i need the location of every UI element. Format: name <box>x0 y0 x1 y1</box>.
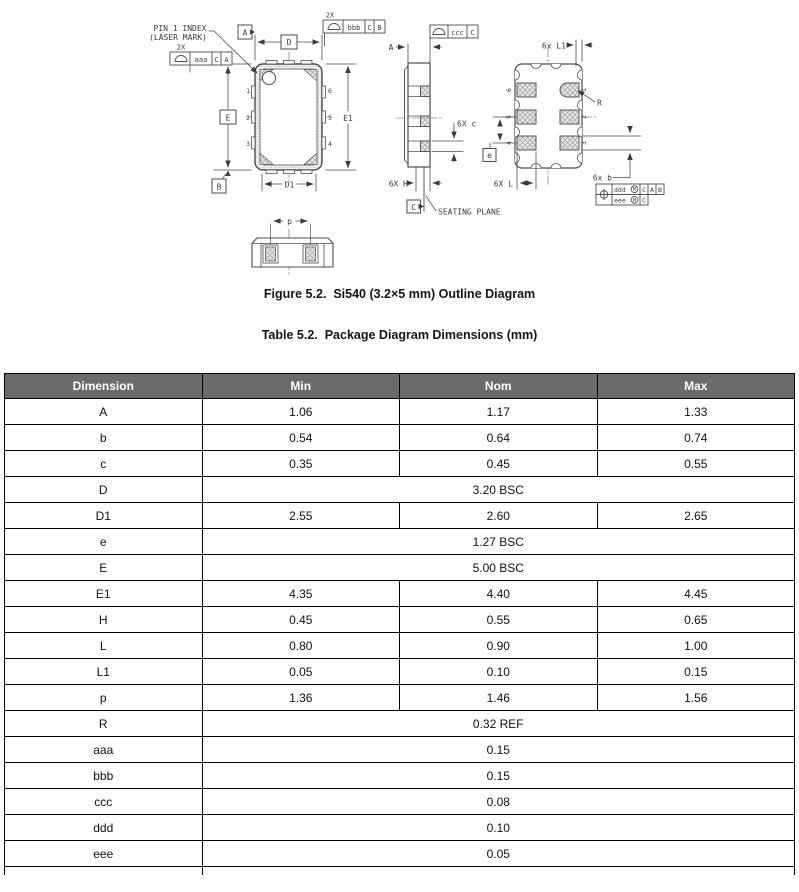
table-body <box>5 399 795 876</box>
table-title: Table 5.2. Package Diagram Dimensions (mm) <box>261 328 538 342</box>
dim-label-b: 6x b <box>592 173 612 183</box>
svg-text:bbb: bbb <box>347 24 361 32</box>
cell: 0.08 <box>202 789 795 815</box>
figure-caption: Figure 5.2. Si540 (3.2×5 mm) Outline Diagram <box>263 287 536 301</box>
datum-c-arrow <box>419 204 425 209</box>
fcf-bbb-qty: 2X <box>325 11 335 20</box>
cell: 0.74 <box>597 425 795 451</box>
table-row <box>5 789 795 815</box>
fcf-aaa-qty: 2X <box>176 43 186 52</box>
dim-A <box>389 43 441 52</box>
bottom-pad <box>560 136 579 150</box>
datum-box-B <box>212 171 231 194</box>
pin-number: 2 <box>580 115 588 119</box>
svg-text:C: C <box>642 196 646 205</box>
cell: 2.65 <box>597 503 795 529</box>
side-pad <box>421 116 431 127</box>
cell: c <box>5 451 203 477</box>
dim-label-p: p <box>287 217 292 226</box>
pin-number: 5 <box>328 114 332 122</box>
pin-number: 6 <box>505 88 513 92</box>
cell: 0.45 <box>400 451 598 477</box>
dim-label-L1: 6x L1 <box>541 41 566 51</box>
fcf-bbb <box>323 12 385 47</box>
cell: 3.20 BSC <box>202 477 795 503</box>
table-row <box>5 737 795 763</box>
datum-b-arrow <box>225 171 231 177</box>
cell: 0.64 <box>400 425 598 451</box>
pin1-index-label: PIN 1 INDEX <box>153 24 207 33</box>
cell: 1.33 <box>597 399 795 425</box>
cell: D1 <box>5 503 203 529</box>
cell: 2.55 <box>202 503 400 529</box>
table-header <box>5 374 795 399</box>
top-view <box>149 12 385 194</box>
datum-box-A <box>238 25 255 39</box>
side-pad <box>421 141 431 152</box>
table-row <box>5 425 795 451</box>
dim-label-A: A <box>388 43 394 52</box>
cell: 0.15 <box>597 659 795 685</box>
cell: e <box>5 529 203 555</box>
bottom-pad <box>517 110 536 124</box>
pin-number: 3 <box>580 141 588 145</box>
cell: 1.06 <box>202 399 400 425</box>
seating-plane-label: SEATING PLANE <box>438 207 501 217</box>
svg-text:C: C <box>470 29 475 37</box>
bottom-pad <box>517 83 536 97</box>
cell: R <box>5 711 203 737</box>
cell <box>5 867 203 876</box>
cell: 0.32 REF <box>202 711 795 737</box>
cell: aaa <box>5 737 203 763</box>
outline-diagram <box>0 0 799 285</box>
pin-number: 3 <box>246 140 250 148</box>
svg-text:A: A <box>224 56 229 64</box>
cell: 5.00 BSC <box>202 555 795 581</box>
cell: 0.10 <box>400 659 598 685</box>
table-row <box>5 841 795 867</box>
dim-e <box>483 117 516 162</box>
bottom-view <box>483 40 664 205</box>
svg-text:A: A <box>650 186 654 194</box>
datum-box-C <box>407 200 424 213</box>
cell: 1.56 <box>597 685 795 711</box>
pin-number: 4 <box>328 140 332 148</box>
column-header: Min <box>202 374 400 399</box>
side-view <box>389 25 501 217</box>
cell: 0.80 <box>202 633 400 659</box>
cell: 1.36 <box>202 685 400 711</box>
fcf-position <box>596 184 664 205</box>
svg-text:M: M <box>632 197 637 204</box>
cell: 0.35 <box>202 451 400 477</box>
column-header: Nom <box>400 374 598 399</box>
table-row <box>5 399 795 425</box>
table-row <box>5 477 795 503</box>
table-row <box>5 685 795 711</box>
cell: L <box>5 633 203 659</box>
dim-label-R: R <box>597 98 602 108</box>
table-row <box>5 555 795 581</box>
pin1-mark-circle <box>263 72 276 85</box>
cell: 0.15 <box>202 737 795 763</box>
table-row <box>5 633 795 659</box>
svg-text:C: C <box>411 203 417 212</box>
table-row <box>5 659 795 685</box>
dim-label-E1: E1 <box>343 114 353 123</box>
cell: 0.45 <box>202 607 400 633</box>
svg-text:ccc: ccc <box>451 29 464 37</box>
table-row <box>5 581 795 607</box>
cell: 0.65 <box>597 607 795 633</box>
cell: 1.27 BSC <box>202 529 795 555</box>
cell: H <box>5 607 203 633</box>
seating-plane-callout <box>426 196 501 217</box>
pin-number: 1 <box>246 87 250 95</box>
dim-label-e: e <box>487 151 492 160</box>
end-view <box>252 217 333 274</box>
svg-text:aaa: aaa <box>194 56 208 64</box>
pin-number: 4 <box>505 141 513 145</box>
cell: ddd <box>5 815 203 841</box>
column-header: Dimension <box>5 374 203 399</box>
svg-text:C: C <box>642 186 646 194</box>
dimensions-table <box>4 373 795 875</box>
cell: 2.60 <box>400 503 598 529</box>
table-row <box>5 607 795 633</box>
dim-D <box>255 35 322 60</box>
cell: 4.45 <box>597 581 795 607</box>
svg-text:C: C <box>367 24 372 32</box>
bottom-pad <box>560 110 579 124</box>
table-row <box>5 867 795 876</box>
cell: eee <box>5 841 203 867</box>
table-row <box>5 763 795 789</box>
cell: b <box>5 425 203 451</box>
pin-number: 6 <box>328 87 332 95</box>
table-row <box>5 529 795 555</box>
cell: 1.00 <box>597 633 795 659</box>
cell: 1.46 <box>400 685 598 711</box>
end-pad <box>266 247 276 261</box>
cell: 0.15 <box>202 763 795 789</box>
cell: ccc <box>5 789 203 815</box>
cell: A <box>5 399 203 425</box>
bottom-pad <box>517 136 536 150</box>
pin-number: 5 <box>505 115 513 119</box>
table-row <box>5 503 795 529</box>
side-pad <box>421 86 431 97</box>
header-row <box>5 374 795 399</box>
dim-label-D1: D1 <box>284 180 295 190</box>
dim-label-c: 6X c <box>457 119 477 129</box>
cell: 4.40 <box>400 581 598 607</box>
cell: 4.35 <box>202 581 400 607</box>
svg-text:A: A <box>242 28 248 38</box>
fcf-ccc <box>430 25 478 38</box>
svg-text:B: B <box>658 186 662 194</box>
cell: 0.05 <box>202 841 795 867</box>
cell: L1 <box>5 659 203 685</box>
svg-text:C: C <box>214 56 219 64</box>
cell: p <box>5 685 203 711</box>
end-pad <box>306 247 316 261</box>
cell: 0.55 <box>597 451 795 477</box>
svg-text:eee: eee <box>614 196 626 205</box>
dim-c <box>432 120 476 163</box>
pin1-pad <box>560 83 579 97</box>
cell <box>202 867 795 876</box>
cell: 0.05 <box>202 659 400 685</box>
cell: bbb <box>5 763 203 789</box>
laser-mark-label: (LASER MARK) <box>149 33 207 42</box>
fcf-aaa <box>170 44 232 73</box>
svg-text:B: B <box>377 24 382 32</box>
table-row <box>5 711 795 737</box>
cell: 1.17 <box>400 399 598 425</box>
cell: 0.55 <box>400 607 598 633</box>
svg-text:M: M <box>632 187 637 194</box>
table-row <box>5 815 795 841</box>
dim-b <box>583 126 641 183</box>
cell: 0.54 <box>202 425 400 451</box>
dim-H <box>389 168 441 191</box>
pin-number: 2 <box>246 114 250 122</box>
dim-label-E: E <box>225 113 231 123</box>
dim-L1 <box>542 40 592 66</box>
dim-label-H: 6X H <box>388 179 408 189</box>
cell: 0.10 <box>202 815 795 841</box>
table-row <box>5 451 795 477</box>
cell: D <box>5 477 203 503</box>
column-header: Max <box>597 374 795 399</box>
cell: E1 <box>5 581 203 607</box>
svg-text:B: B <box>216 182 222 192</box>
cell: E <box>5 555 203 581</box>
pin-number: 1 <box>580 88 588 92</box>
cell: 0.90 <box>400 633 598 659</box>
dim-label-D: D <box>286 38 292 47</box>
dim-label-L: 6X L <box>493 179 513 189</box>
svg-text:ddd: ddd <box>614 186 626 194</box>
